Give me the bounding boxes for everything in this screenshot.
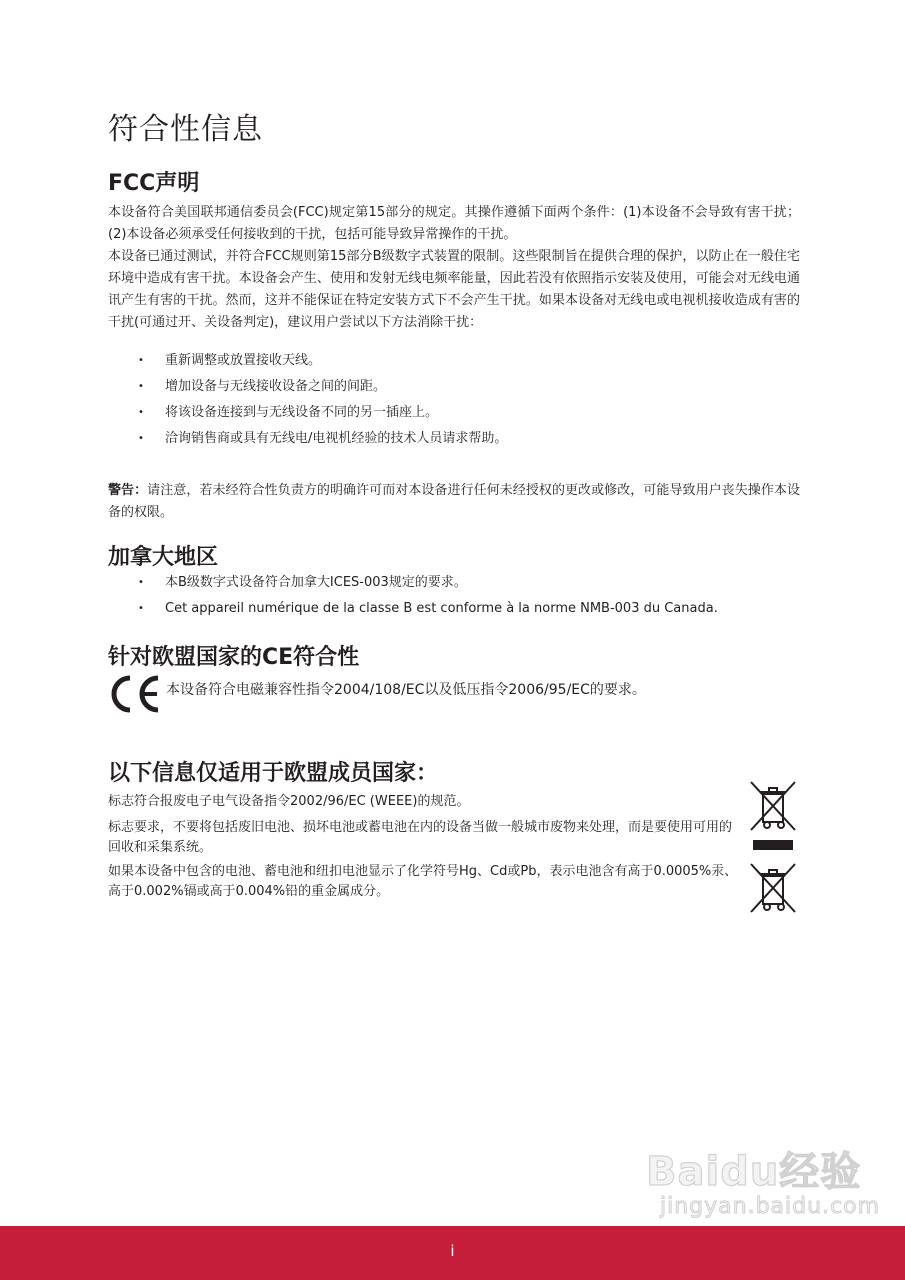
fcc-paragraph-1: 本设备符合美国联邦通信委员会(FCC)规定第15部分的规定。其操作遵循下面两个条件：(1)本设备不会导致有害干扰；(2)本设备必须承受任何接收到的干扰，包括可能导致异常操作的干扰。 [108, 205, 800, 242]
warning-label: 警告： [108, 483, 148, 498]
ce-heading: 针对欧盟国家的CE符合性 [108, 645, 360, 670]
weee-crossed-bin-icon [748, 862, 798, 914]
eu-paragraph-2: 标志要求，不要将包括废旧电池、损坏电池或蓄电池在内的设备当做一般城市废物来处理，而是要使用可用的回收和采集系统。 [108, 820, 733, 855]
ce-compliance-row [108, 674, 808, 714]
warning-text: 请注意，若未经符合性负责方的明确许可而对本设备进行任何未经授权的更改或修改，可能导致用户丧失操作本设备的权限。 [108, 483, 800, 520]
weee-bar [753, 840, 793, 850]
fcc-heading: FCC声明 [108, 171, 200, 196]
list-item: • 增加设备与无线接收设备之间的间距。 [108, 374, 800, 400]
fcc-paragraph-2: 本设备已通过测试，并符合FCC规则第15部分B级数字式装置的限制。这些限制旨在提供合理的保护，以防止在一般住宅环境中造成有害干扰。本设备会产生、使用和发射无线电频率能量，因此若没有依照指示安装及使用，可能会对无线电通讯产生有害的干扰。然而，这并不能保证在特定安装方式下不会产生干扰。如果本设备对无线电或电视机接收造成有害的干扰(可通过开、关设备判定)，建议用户尝试以下方法消除干扰： [108, 249, 800, 330]
list-item: • 本B级数字式设备符合加拿大ICES-003规定的要求。 [108, 570, 800, 596]
eu-paragraph-3: 如果本设备中包含的电池、蓄电池和纽扣电池显示了化学符号Hg、Cd或Pb，表示电池含有高于0.0005%汞、高于0.002%镉或高于0.004%铅的重金属成分。 [108, 864, 738, 899]
watermark-url: jingyan.baidu.com [660, 1194, 881, 1219]
page-number: i [450, 1242, 455, 1260]
list-item: • 重新调整或放置接收天线。 [108, 348, 800, 374]
ce-mark-icon [108, 674, 164, 714]
list-item: • 洽询销售商或具有无线电/电视机经验的技术人员请求帮助。 [108, 426, 800, 452]
list-item: • 将该设备连接到与无线设备不同的另一插座上。 [108, 400, 800, 426]
page-title: 符合性信息 [108, 112, 263, 147]
fcc-warning [108, 480, 800, 524]
fcc-bullet-list [108, 348, 800, 452]
watermark-logo: Baidu经验 [646, 1149, 862, 1195]
eu-heading: 以下信息仅适用于欧盟成员国家： [108, 761, 439, 786]
canada-bullet-list [108, 570, 800, 622]
canada-heading: 加拿大地区 [108, 545, 219, 570]
list-item: • Cet appareil numérique de la classe B est conforme à la norme NMB-003 du Canada. [108, 596, 800, 622]
footer-bar [0, 1226, 905, 1280]
baidu-watermark [640, 1140, 881, 1230]
weee-crossed-bin-icon [748, 780, 798, 832]
eu-paragraph-1: 标志符合报废电子电气设备指令2002/96/EC (WEEE)的规范。 [108, 794, 470, 809]
ce-statement: 本设备符合电磁兼容性指令2004/108/EC以及低压指令2006/95/EC的要求。 [166, 682, 646, 698]
